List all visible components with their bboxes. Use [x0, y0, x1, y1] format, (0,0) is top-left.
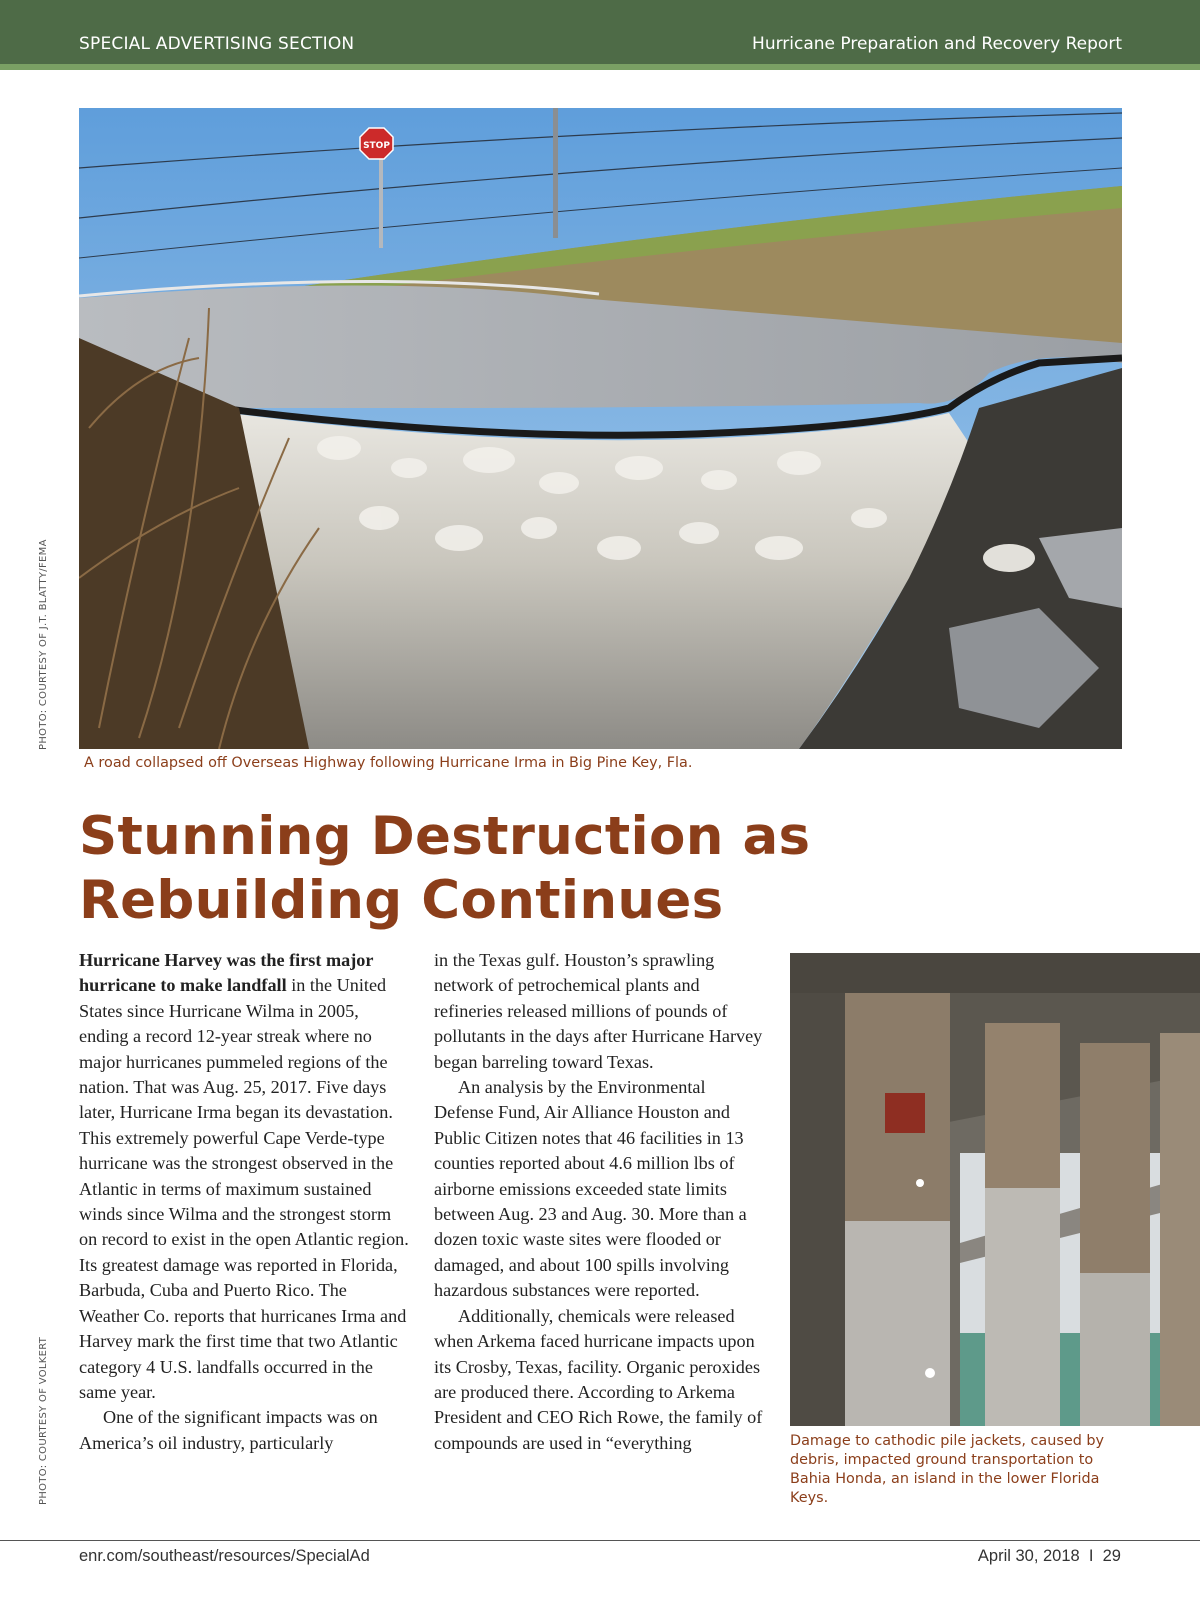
- paragraph-text: in the United States since Hurricane Wilma in 2005, ending a record 12-year streak where no major hurricanes pummeled regions of the nation. That was Aug. 25, 2017. Five days later, Hurricane Irma began its devastation. This extremely powerful Cape Verde-type hurricane was the strongest observed in the Atlantic in terms of maximum sustained winds since Wilma and the strongest storm on record to exist in the open Atlantic region. Its greatest damage was reported in Florida, Barbuda, Cuba and Puerto Rico. The Weather Co. reports that hurricanes Irma and Harvey mark the first time that two Atlantic category 4 U.S. landfalls occurred in the same year.: [79, 975, 409, 1402]
- article-paragraph: An analysis by the Environmental Defense Fund, Air Alliance Houston and Public Citizen notes that 46 facilities in 13 counties reported about 4.6 million lbs of airborne emissions exceeded state limits between Aug. 23 and Aug. 30. More than a dozen toxic waste sites were flooded or damaged, and about 100 spills involving hazardous substances were reported.: [434, 1077, 747, 1301]
- photo-credit-top: PHOTO: COURTESY OF J.T. BLATTY/FEMA: [38, 539, 49, 750]
- stop-sign-text: STOP: [363, 141, 390, 151]
- article-column-2: [434, 948, 768, 1456]
- bridge-piles-photo: [790, 953, 1200, 1426]
- photo-caption-top: A road collapsed off Overseas Highway following Hurricane Irma in Big Pine Key, Fla.: [84, 755, 693, 771]
- article-paragraph: One of the significant impacts was on America’s oil industry, particularly: [79, 1407, 378, 1453]
- page-header-bar: [0, 0, 1200, 64]
- article-paragraph: Additionally, chemicals were released when Arkema faced hurricane impacts upon its Crosby, Texas, facility. Organic peroxides are produced there. According to Arkema President and CEO Rich Rowe, the family of compounds are used in “everything: [434, 1305, 763, 1453]
- collapsed-road-photo: [79, 108, 1122, 749]
- footer-rule: [0, 1540, 1200, 1541]
- report-title: Hurricane Preparation and Recovery Report: [752, 34, 1122, 54]
- photo-caption-side: Damage to cathodic pile jackets, caused by debris, impacted ground transportation to Bahia Honda, an island in the lower Florida Keys.: [790, 1433, 1105, 1506]
- article-paragraph: in the Texas gulf. Houston’s sprawling network of petrochemical plants and refineries released millions of pounds of pollutants in the days after Hurricane Harvey began barreling toward Texas.: [434, 950, 763, 1072]
- article-headline: Stunning Destruction as Rebuilding Continues: [79, 806, 811, 931]
- section-label: SPECIAL ADVERTISING SECTION: [79, 34, 355, 54]
- header-accent-line: [0, 64, 1200, 70]
- lead-in-text: Hurricane Harvey was the first major hurricane to make landfall: [79, 950, 374, 996]
- footer-url: enr.com/southeast/resources/SpecialAd: [79, 1547, 370, 1565]
- footer-date-page: April 30, 2018 I 29: [977, 1547, 1121, 1565]
- article-paragraph: [79, 948, 411, 1405]
- article-column-1: [79, 948, 411, 1456]
- photo-credit-side: PHOTO: COURTESY OF VOLKERT: [38, 1336, 49, 1505]
